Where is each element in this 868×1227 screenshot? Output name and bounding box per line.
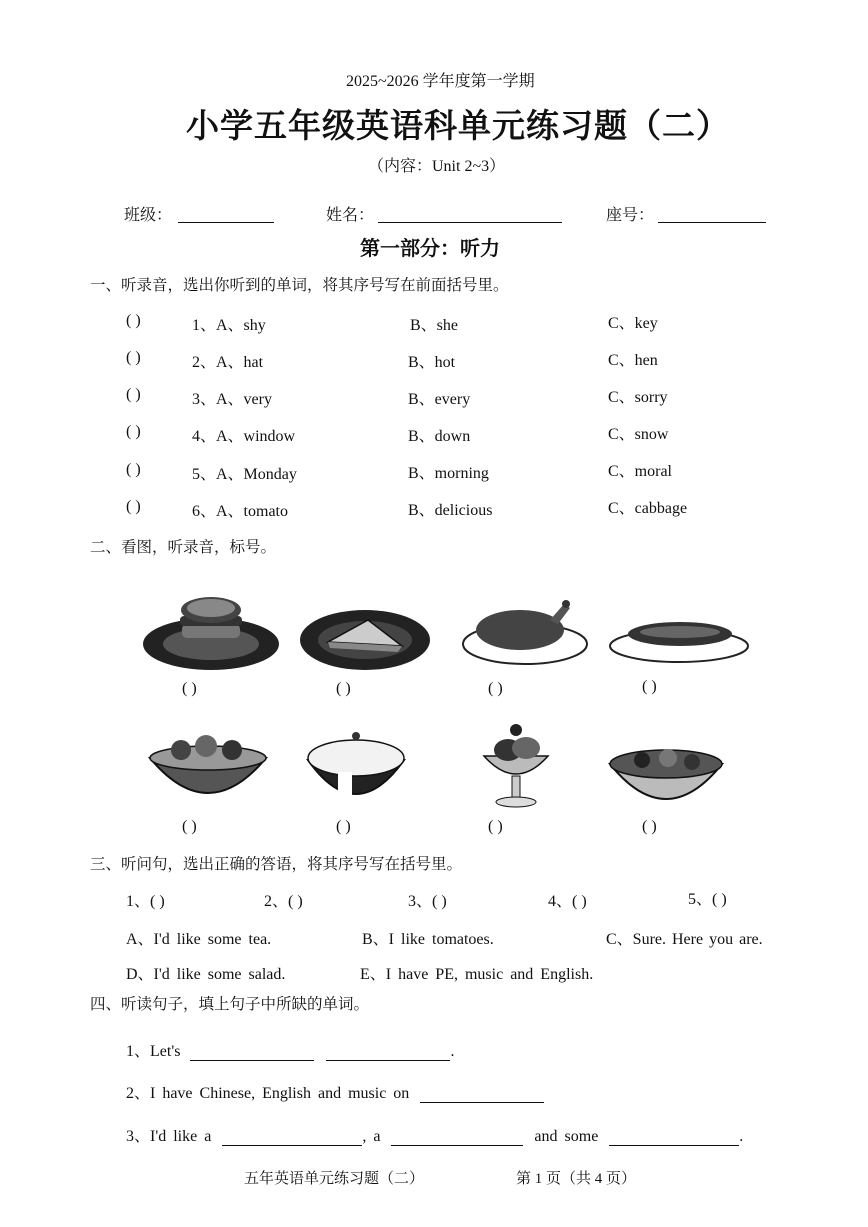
hamburger-icon — [140, 592, 282, 676]
option-a: 1、A、shy — [192, 317, 266, 334]
section4-title: 四、听读句子，填上句子中所缺的单词。 — [90, 995, 370, 1013]
sentence-1-text: 1、Let's — [126, 1043, 181, 1060]
option-e: E、I have PE, music and English. — [360, 966, 594, 983]
option-b: B、I like tomatoes. — [362, 931, 494, 948]
answer-paren[interactable]: ( ) — [126, 312, 141, 329]
option-c: C、sorry — [608, 389, 668, 406]
seat-label: 座号： — [606, 207, 655, 224]
rice-bowl-icon — [304, 724, 408, 808]
answer-paren[interactable]: ( ) — [126, 386, 141, 403]
sentence-2 — [126, 1080, 544, 1103]
sentence-1 — [126, 1038, 454, 1061]
answer-blank-1[interactable]: 1、( ) — [126, 893, 165, 910]
option-b: B、morning — [408, 465, 489, 482]
content-range: （内容：Unit 2~3） — [368, 158, 506, 175]
answer-blank-3[interactable]: 3、( ) — [408, 893, 447, 910]
option-b: B、hot — [408, 354, 456, 371]
picture-label-1[interactable]: ( ) — [182, 680, 197, 697]
option-b: B、every — [408, 391, 471, 408]
footer-left: 五年英语单元练习题（二） — [244, 1169, 425, 1187]
page-title: 小学五年级英语科单元练习题（二） — [186, 106, 730, 145]
picture-label-2[interactable]: ( ) — [336, 680, 351, 697]
footer-page-number: 第 1 页（共 4 页） — [516, 1171, 637, 1187]
sentence-end: . — [739, 1128, 744, 1145]
sentence-3-text-c: and some — [534, 1128, 599, 1145]
fill-blank[interactable] — [222, 1129, 362, 1146]
option-d: D、I'd like some salad. — [126, 966, 286, 983]
salad-bowl-icon — [146, 728, 270, 812]
sentence-end: . — [450, 1043, 455, 1060]
sentence-3-text: 3、I'd like a — [126, 1128, 212, 1145]
class-blank[interactable] — [178, 206, 274, 223]
answer-blank-4[interactable]: 4、( ) — [548, 893, 587, 910]
sentence-3-text-b: , a — [362, 1128, 381, 1145]
picture-label-8[interactable]: ( ) — [642, 818, 657, 835]
section1-title: 一、听录音，选出你听到的单词，将其序号写在前面括号里。 — [90, 276, 509, 294]
option-a: 4、A、window — [192, 428, 296, 445]
answer-blank-5[interactable]: 5、( ) — [688, 891, 727, 908]
answer-paren[interactable]: ( ) — [126, 461, 141, 478]
sentence-2-text: 2、I have Chinese, English and music on — [126, 1085, 410, 1102]
class-label: 班级： — [124, 207, 173, 224]
section2-title: 二、看图，听录音，标号。 — [90, 538, 277, 556]
picture-label-4[interactable]: ( ) — [642, 678, 657, 695]
picture-label-5[interactable]: ( ) — [182, 818, 197, 835]
roast-chicken-icon — [460, 596, 590, 668]
term-label: 2025~2026 学年度第一学期 — [346, 73, 535, 90]
name-label: 姓名： — [326, 207, 375, 224]
option-a: 2、A、hat — [192, 354, 264, 371]
option-a: 3、A、very — [192, 391, 272, 408]
part-heading: 第一部分：听力 — [360, 236, 500, 260]
fill-blank[interactable] — [391, 1129, 523, 1146]
answer-paren[interactable]: ( ) — [126, 423, 141, 440]
sentence-3 — [126, 1123, 743, 1146]
option-b: B、down — [408, 428, 471, 445]
answer-paren[interactable]: ( ) — [126, 498, 141, 515]
picture-label-6[interactable]: ( ) — [336, 818, 351, 835]
ice-cream-icon — [478, 716, 554, 812]
seat-blank[interactable] — [658, 206, 766, 223]
option-a: 5、A、Monday — [192, 466, 297, 483]
option-c: C、Sure. Here you are. — [606, 931, 763, 948]
answer-blank-2[interactable]: 2、( ) — [264, 893, 303, 910]
option-c: C、key — [608, 315, 658, 332]
option-c: C、snow — [608, 426, 669, 443]
fill-blank[interactable] — [609, 1129, 739, 1146]
vegetable-bowl-icon — [606, 738, 726, 812]
name-blank[interactable] — [378, 206, 562, 223]
fill-blank[interactable] — [190, 1044, 314, 1061]
option-a: 6、A、tomato — [192, 503, 288, 520]
option-c: C、moral — [608, 463, 672, 480]
option-b: B、delicious — [408, 502, 493, 519]
fill-blank[interactable] — [326, 1044, 450, 1061]
option-b: B、she — [410, 317, 459, 334]
section3-title: 三、听问句，选出正确的答语，将其序号写在括号里。 — [90, 855, 463, 873]
sandwich-icon — [298, 602, 432, 674]
fish-dish-icon — [608, 606, 750, 666]
option-c: C、hen — [608, 352, 658, 369]
picture-label-3[interactable]: ( ) — [488, 680, 503, 697]
fill-blank[interactable] — [420, 1086, 544, 1103]
picture-label-7[interactable]: ( ) — [488, 818, 503, 835]
option-a: A、I'd like some tea. — [126, 931, 272, 948]
answer-paren[interactable]: ( ) — [126, 349, 141, 366]
option-c: C、cabbage — [608, 500, 688, 517]
